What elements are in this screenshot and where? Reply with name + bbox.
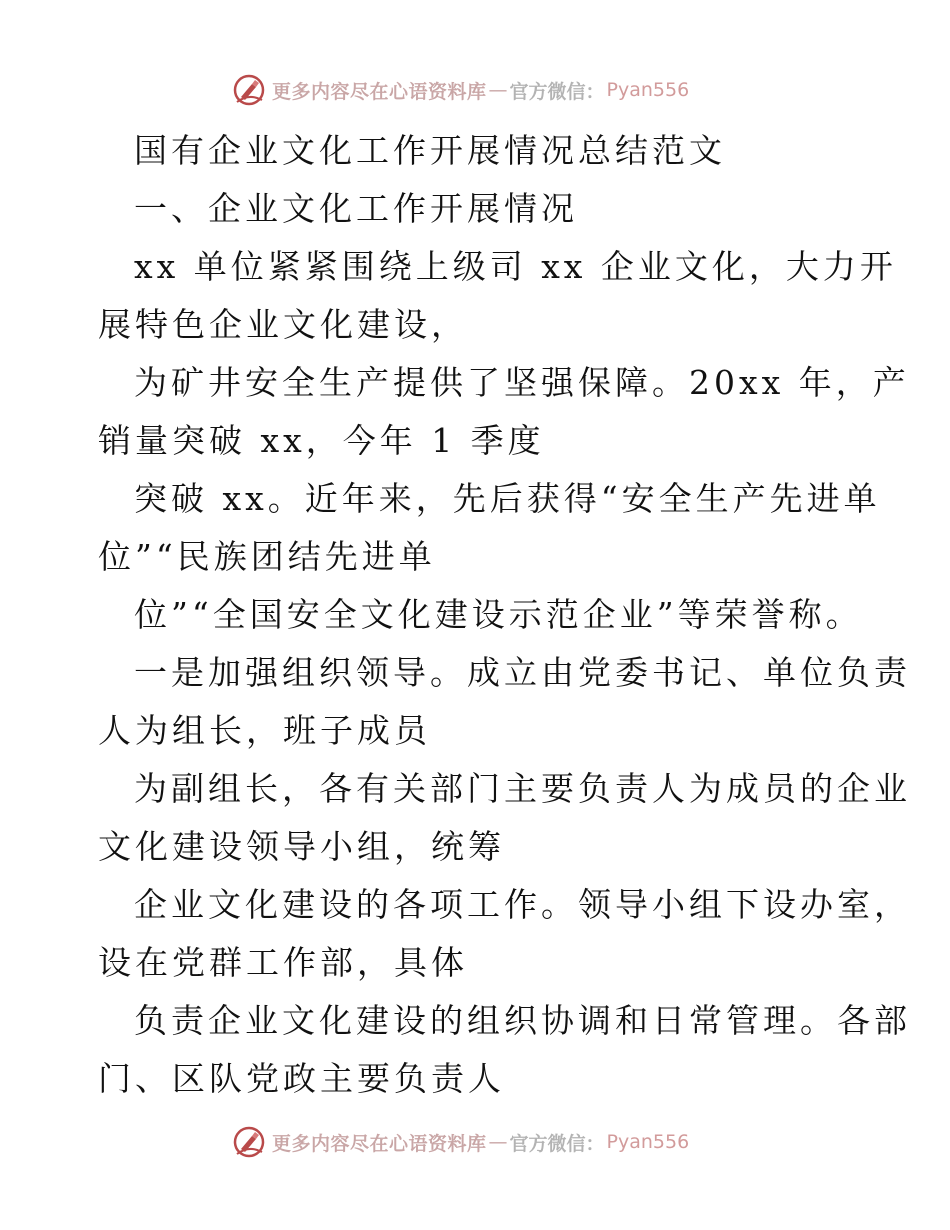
banner-wechat-handle: Pyan556: [606, 1131, 690, 1153]
paragraph-line: 文化建设领导小组，统筹: [98, 827, 505, 866]
paragraph-line: 位”“全国安全文化建设示范企业”等荣誉称。: [134, 595, 863, 634]
paragraph-line: 一、企业文化工作开展情况: [134, 189, 578, 228]
paragraph-line: 展特色企业文化建设，: [98, 305, 468, 344]
banner-brand-text: 更多内容尽在心语资料库: [272, 80, 487, 103]
paragraph-line: 人为组长，班子成员: [98, 711, 431, 750]
paragraph-line: 一是加强组织领导。成立由党委书记、单位负责: [134, 653, 911, 692]
banner-dash: —: [488, 1131, 508, 1153]
paragraph-line: 销量突破 xx，今年 1 季度: [98, 421, 545, 460]
paragraph-line: 门、区队党政主要负责人: [98, 1059, 505, 1098]
banner-dash: —: [488, 79, 508, 101]
paragraph-line: xx 单位紧紧围绕上级司 xx 企业文化，大力开: [134, 247, 897, 286]
paragraph-line: 国有企业文化工作开展情况总结范文: [134, 131, 726, 170]
paragraph-line: 位”“民族团结先进单: [98, 537, 436, 576]
pen-logo-icon: [232, 1125, 266, 1159]
paragraph-line: 负责企业文化建设的组织协调和日常管理。各部: [134, 1001, 911, 1040]
banner-official-label: 官方微信：: [509, 80, 605, 103]
banner-brand-text: 更多内容尽在心语资料库: [272, 1132, 487, 1155]
banner-wechat-handle: Pyan556: [606, 79, 690, 101]
paragraph-line: 为矿井安全生产提供了坚强保障。20xx 年，产: [134, 363, 910, 402]
banner-official-label: 官方微信：: [509, 1132, 605, 1155]
header-banner: [232, 70, 689, 110]
paragraph-line: 突破 xx。近年来，先后获得“安全生产先进单: [134, 479, 881, 518]
paragraph-line: 设在党群工作部，具体: [98, 943, 468, 982]
document-body: [98, 122, 911, 1108]
paragraph-line: 为副组长，各有关部门主要负责人为成员的企业: [134, 769, 911, 808]
footer-banner: [232, 1122, 689, 1162]
paragraph-line: 企业文化建设的各项工作。领导小组下设办室，: [134, 885, 911, 924]
pen-logo-icon: [232, 73, 266, 107]
